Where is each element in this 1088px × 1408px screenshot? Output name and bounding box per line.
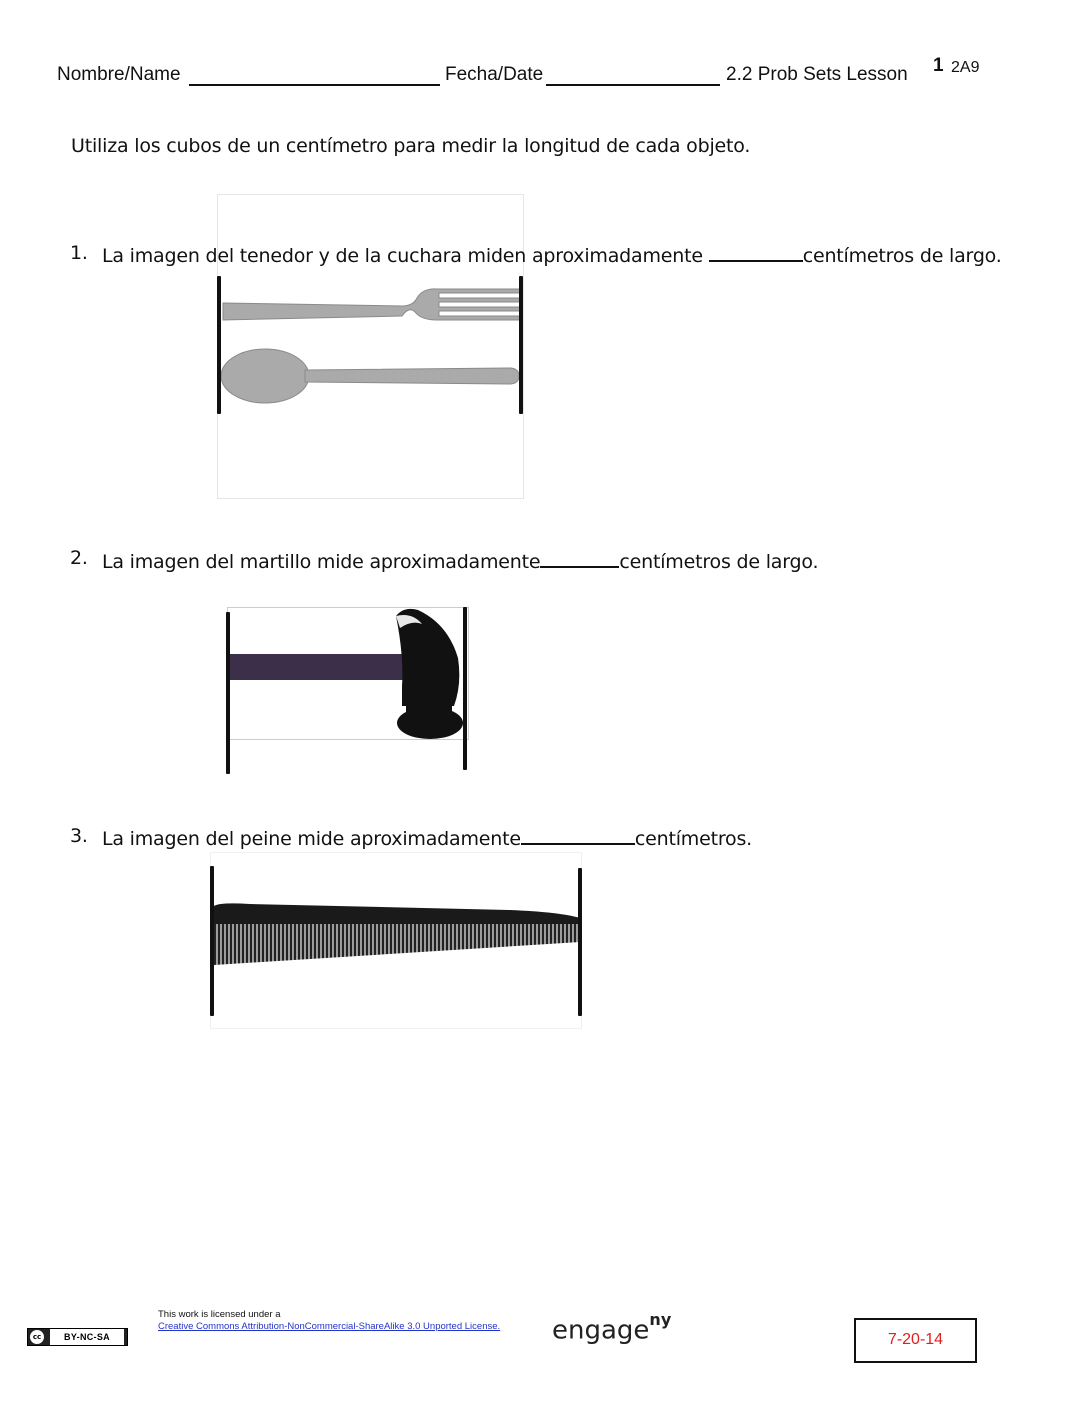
problem-2-text [102,548,818,573]
measure-start-line [226,612,230,774]
fork-spoon-icon [217,270,527,420]
name-field-line[interactable] [189,84,440,86]
measure-end-line [519,276,523,414]
lesson-label: 2.2 Prob Sets Lesson [726,64,908,85]
problem-3-text-after: centímetros. [634,828,752,850]
logo-main: engage [552,1315,650,1346]
measure-end-line [578,868,582,1016]
cc-badge-text: BY-NC-SA [50,1329,124,1345]
measure-start-line [210,866,214,1016]
name-label: Nombre/Name [57,64,181,85]
cc-license-badge [27,1328,128,1346]
measure-start-line [217,276,221,414]
problem-3-answer-blank[interactable] [521,825,635,845]
date-label: Fecha/Date [445,64,544,85]
problem-2-text-after: centímetros de largo. [619,551,819,573]
problem-number: 2. [70,547,88,569]
problem-1-text-before: La imagen del tenedor y de la cuchara miden aproximadamente [102,245,703,267]
problem-1-answer-blank[interactable] [709,242,803,262]
logo-sup: ny [649,1310,672,1329]
problem-3-text-before: La imagen del peine mide aproximadamente [102,828,521,850]
module-code: 2A9 [951,59,980,76]
problem-1-text [102,242,1002,267]
engageny-logo [552,1310,672,1346]
cc-icon: cc [30,1330,44,1344]
problem-number: 1. [70,242,88,264]
measure-end-line [463,607,467,770]
problem-2-text-before: La imagen del martillo mide aproximadamente [102,551,541,573]
license-intro: This work is licensed under a [158,1309,281,1320]
footer-date: 7-20-14 [854,1318,977,1363]
problem-3-text [102,825,752,850]
problem-number: 3. [70,825,88,847]
lesson-number: 1 [933,55,944,76]
instructions: Utiliza los cubos de un centímetro para medir la longitud de cada objeto. [71,135,751,157]
problem-2-answer-blank[interactable] [540,548,619,568]
license-link[interactable]: Creative Commons Attribution-NonCommercial-ShareAlike 3.0 Unported License. [158,1321,501,1332]
problem-1-text-after: centímetros de largo. [802,245,1002,267]
date-field-line[interactable] [546,84,720,86]
comb-icon [210,890,582,970]
hammer-icon [226,606,471,746]
